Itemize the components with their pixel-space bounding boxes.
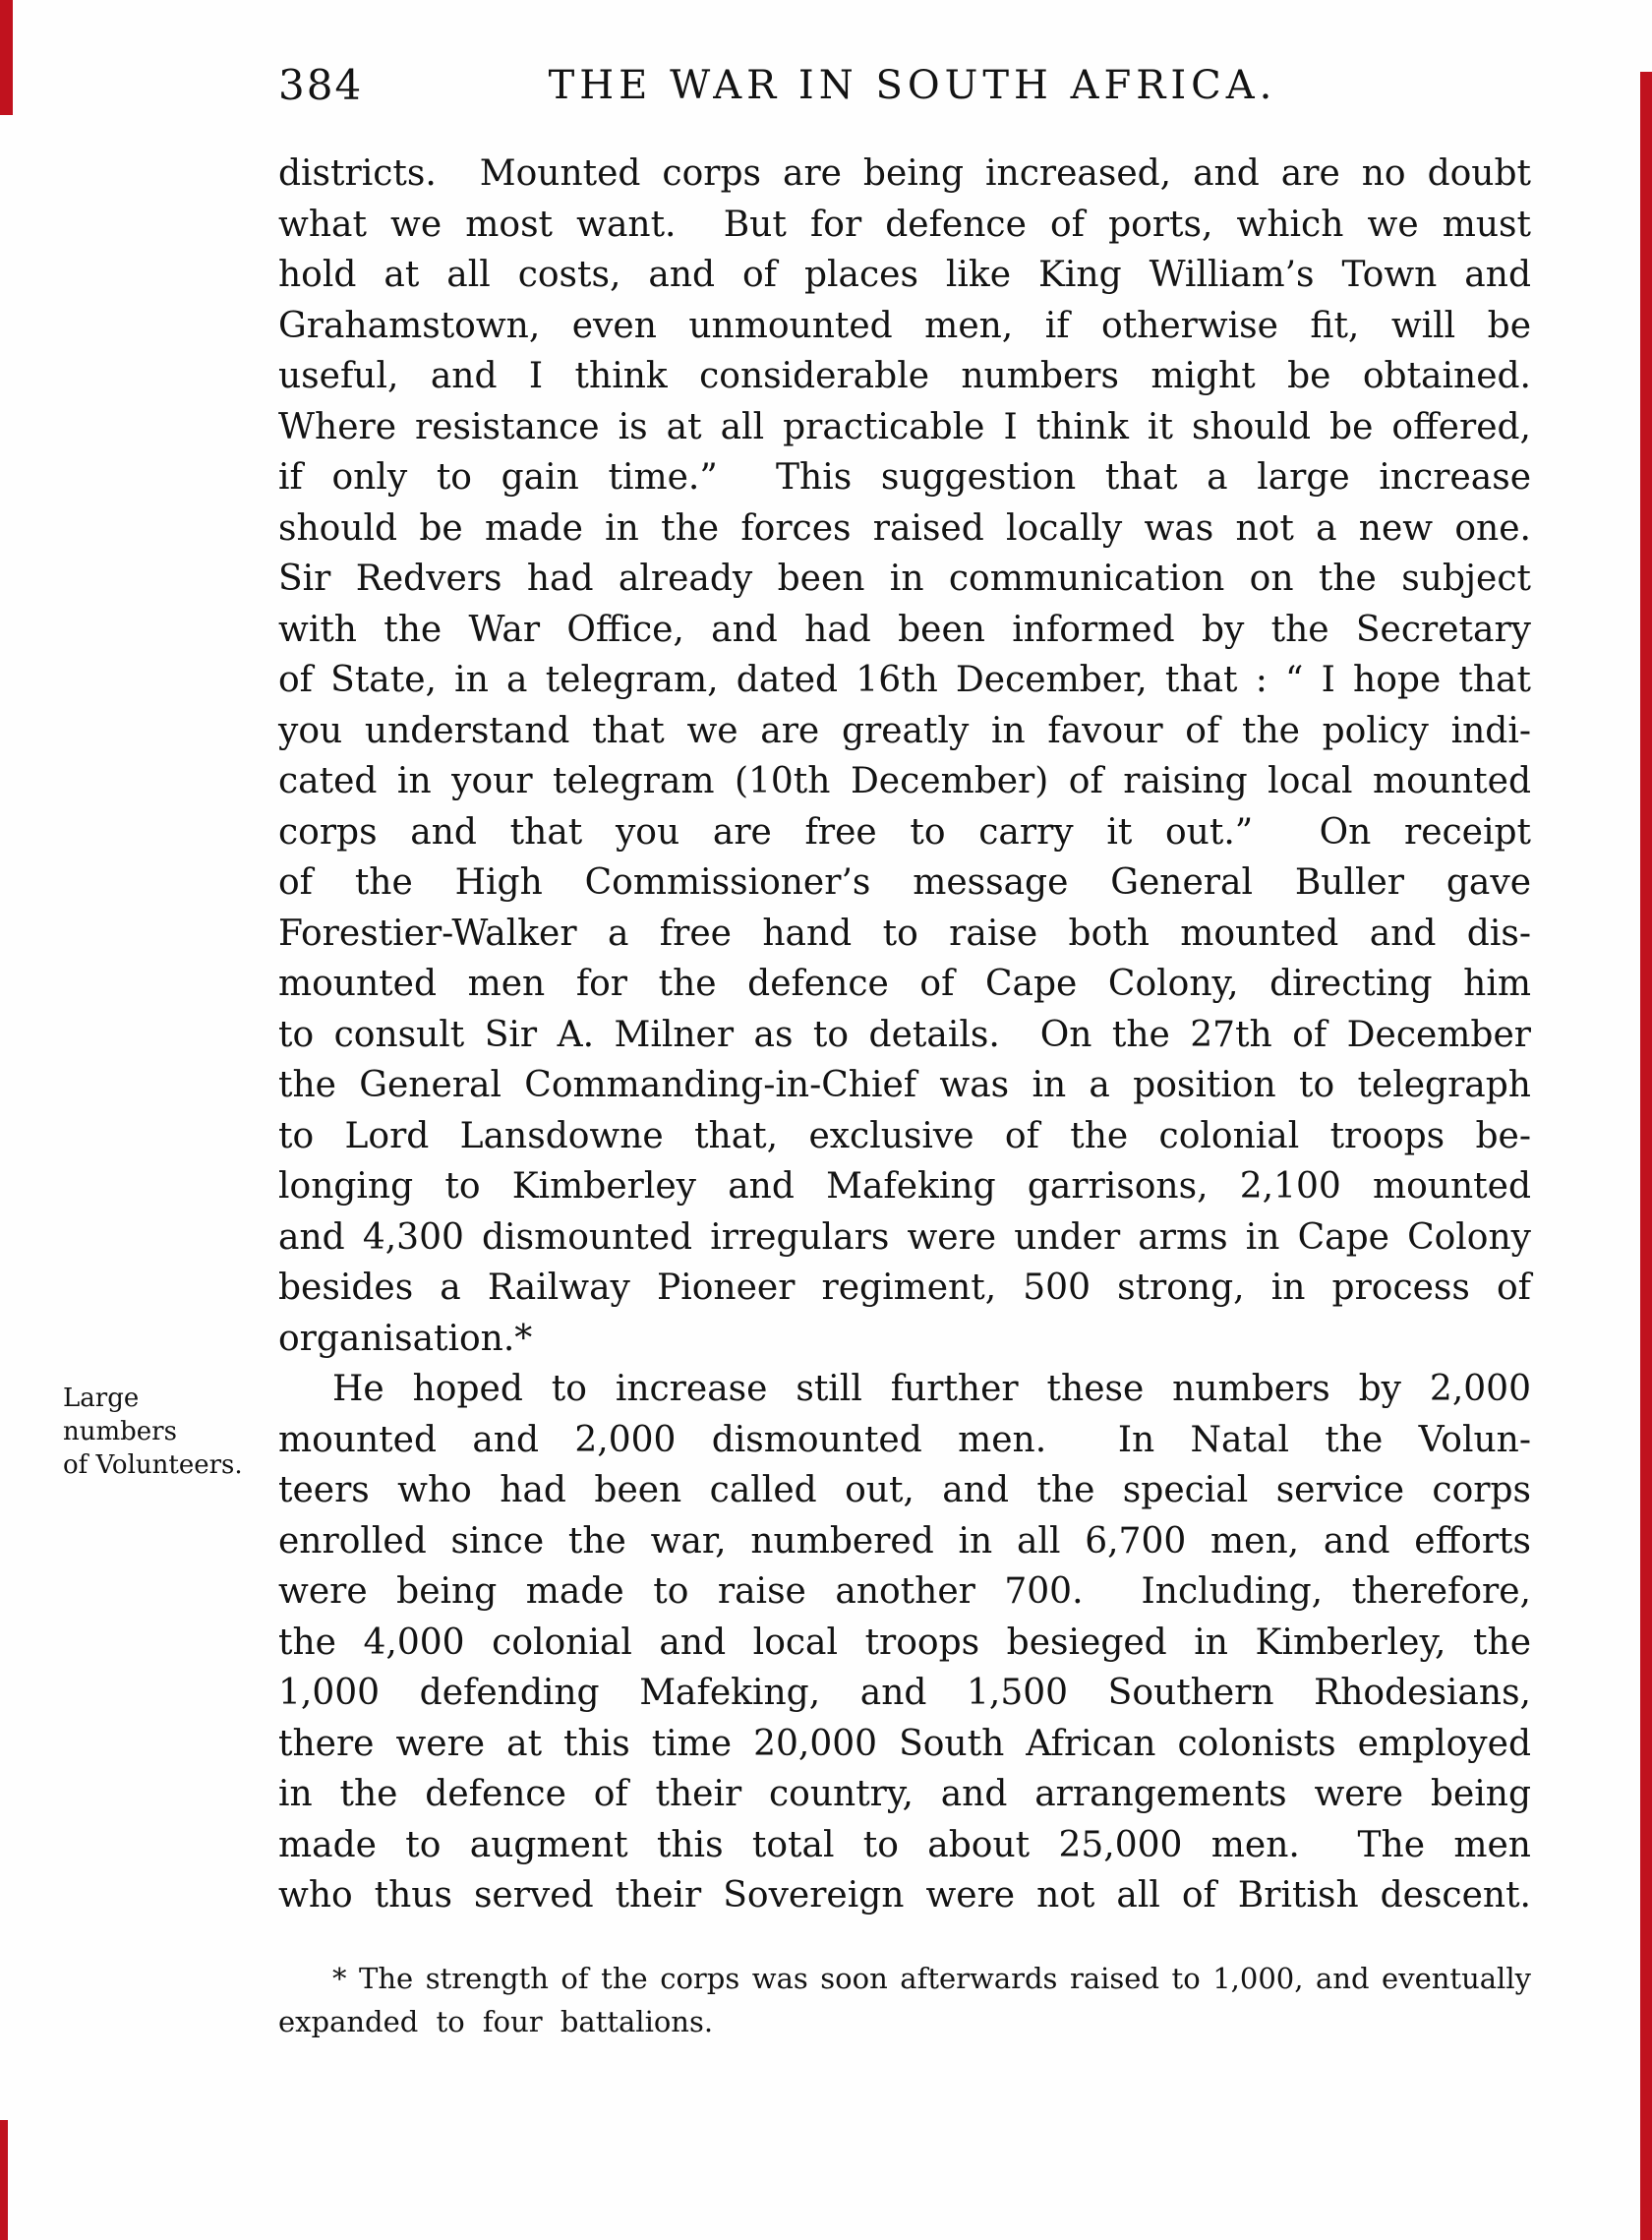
body-line: mounted men for the defence of Cape Colony, directing him xyxy=(278,964,1531,1004)
body-line: were being made to raise another 700. Including, therefore, xyxy=(278,1571,1531,1612)
body-line: if only to gain time.” This suggestion that a large increase xyxy=(278,457,1531,498)
book-edge-red-right xyxy=(1640,72,1652,2240)
footnote xyxy=(278,1957,1531,2043)
body-line: should be made in the forces raised locally was not a new one. xyxy=(278,507,1531,549)
body-line: cated in your telegram (10th December) of raising local mounted xyxy=(278,761,1531,801)
body-line: teers who had been called out, and the special service corps xyxy=(278,1470,1531,1510)
body-line: hold at all costs, and of places like King William’s Town and xyxy=(278,255,1531,295)
body-line: useful, and I think considerable numbers might be obtained. xyxy=(278,356,1531,396)
body-line: the General Commanding-in-Chief was in a position to telegraph xyxy=(278,1065,1531,1105)
body-line: of State, in a telegram, dated 16th December, that : “ I hope that xyxy=(278,660,1531,700)
body-line: Grahamstown, even unmounted men, if otherwise fit, will be xyxy=(278,305,1531,346)
body-line: of the High Commissioner’s message General Buller gave xyxy=(278,862,1531,903)
body-line: longing to Kimberley and Mafeking garrisons, 2,100 mounted xyxy=(278,1166,1531,1207)
margin-note-line: numbers xyxy=(63,1417,177,1446)
margin-note-line: Large xyxy=(63,1384,140,1413)
book-edge-red-left-bottom xyxy=(0,2120,8,2240)
body-line: He hoped to increase still further these numbers by 2,000 xyxy=(332,1369,1531,1409)
body-line: to consult Sir A. Milner as to details. On the 27th of December xyxy=(278,1014,1531,1055)
body-line: you understand that we are greatly in favour of the policy indi- xyxy=(278,710,1531,751)
body-line: mounted and 2,000 dismounted men. In Natal the Volun- xyxy=(278,1419,1531,1460)
body-line: with the War Office, and had been informed by the Secretary xyxy=(278,609,1531,650)
body-line: Sir Redvers had already been in communication on the subject xyxy=(278,559,1531,599)
running-header: THE WAR IN SOUTH AFRICA. xyxy=(548,63,1277,108)
body-line: districts. Mounted corps are being increased, and are no doubt xyxy=(278,153,1531,194)
body-line: 1,000 defending Mafeking, and 1,500 Southern Rhodesians, xyxy=(278,1673,1531,1713)
footnote-line: expanded to four battalions. xyxy=(278,2005,714,2038)
footnote-line: * The strength of the corps was soon afterwards raised to 1,000, and eventually xyxy=(332,1962,1531,1995)
body-line: and 4,300 dismounted irregulars were under arms in Cape Colony xyxy=(278,1216,1531,1258)
book-edge-red-left-top xyxy=(0,0,13,115)
body-line: to Lord Lansdowne that, exclusive of the colonial troops be- xyxy=(278,1115,1531,1156)
body-text xyxy=(278,148,1531,1921)
body-line: organisation.* xyxy=(278,1318,533,1359)
page-number: 384 xyxy=(278,61,364,109)
body-line: there were at this time 20,000 South African colonists employed xyxy=(278,1723,1531,1764)
body-line: besides a Railway Pioneer regiment, 500 strong, in process of xyxy=(278,1267,1531,1308)
body-line: in the defence of their country, and arrangements were being xyxy=(278,1774,1531,1814)
body-line: who thus served their Sovereign were not all of British descent. xyxy=(278,1875,1531,1916)
margin-note-line: of Volunteers. xyxy=(63,1450,243,1480)
body-line: enrolled since the war, numbered in all 6,700 men, and efforts xyxy=(278,1520,1531,1562)
body-line: the 4,000 colonial and local troops besieged in Kimberley, the xyxy=(278,1621,1531,1663)
body-line: Where resistance is at all practicable I think it should be offered, xyxy=(278,406,1531,447)
body-line: corps and that you are free to carry it out.” On receipt xyxy=(278,811,1531,853)
body-line: Forestier-Walker a free hand to raise both mounted and dis- xyxy=(278,913,1531,954)
body-line: what we most want. But for defence of ports, which we must xyxy=(278,204,1531,245)
body-line: made to augment this total to about 25,000 men. The men xyxy=(278,1824,1531,1865)
margin-note xyxy=(63,1382,289,1482)
